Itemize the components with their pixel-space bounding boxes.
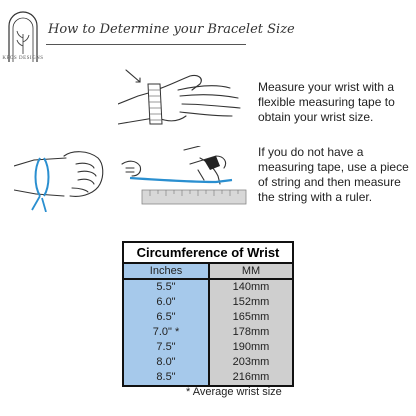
cell-inches: 7.5" xyxy=(123,340,209,355)
footnote: * Average wrist size xyxy=(186,386,282,398)
table-row xyxy=(123,279,293,295)
column-header-inches: Inches xyxy=(123,263,209,279)
instruction-tape: Measure your wrist with a flexible measuring tape to obtain your wrist size. xyxy=(258,80,395,124)
table-row xyxy=(123,295,293,310)
cell-inches: 6.5" xyxy=(123,310,209,325)
size-grid xyxy=(122,262,294,387)
page-title: How to Determine your Bracelet Size xyxy=(48,22,295,37)
cell-inches: 8.0" xyxy=(123,355,209,370)
wrist-tape-illustration xyxy=(118,66,248,136)
table-row xyxy=(123,310,293,325)
string-ruler-illustration xyxy=(120,146,250,218)
cell-mm: 140mm xyxy=(209,279,293,295)
instruction-string: If you do not have a measuring tape, use a piece of string and then measure the string with a ruler. xyxy=(258,145,409,204)
table-row xyxy=(123,340,293,355)
table-header-row xyxy=(123,263,293,279)
cell-mm: 165mm xyxy=(209,310,293,325)
cell-inches: 5.5" xyxy=(123,279,209,295)
cell-mm: 190mm xyxy=(209,340,293,355)
wrist-string-illustration xyxy=(14,146,114,212)
table-row xyxy=(123,355,293,370)
cell-mm: 216mm xyxy=(209,370,293,386)
logo-text: KPOS DESIGNS xyxy=(2,56,44,61)
cell-inches: 6.0" xyxy=(123,295,209,310)
page-header xyxy=(0,0,416,66)
cell-mm: 203mm xyxy=(209,355,293,370)
column-header-mm: MM xyxy=(209,263,293,279)
table-row xyxy=(123,370,293,386)
table-title: Circumference of Wrist xyxy=(122,241,294,262)
cell-inches: 7.0" * xyxy=(123,325,209,340)
cell-mm: 178mm xyxy=(209,325,293,340)
title-underline xyxy=(46,44,246,45)
table-row xyxy=(123,325,293,340)
size-table xyxy=(122,241,294,387)
cell-inches: 8.5" xyxy=(123,370,209,386)
cell-mm: 152mm xyxy=(209,295,293,310)
